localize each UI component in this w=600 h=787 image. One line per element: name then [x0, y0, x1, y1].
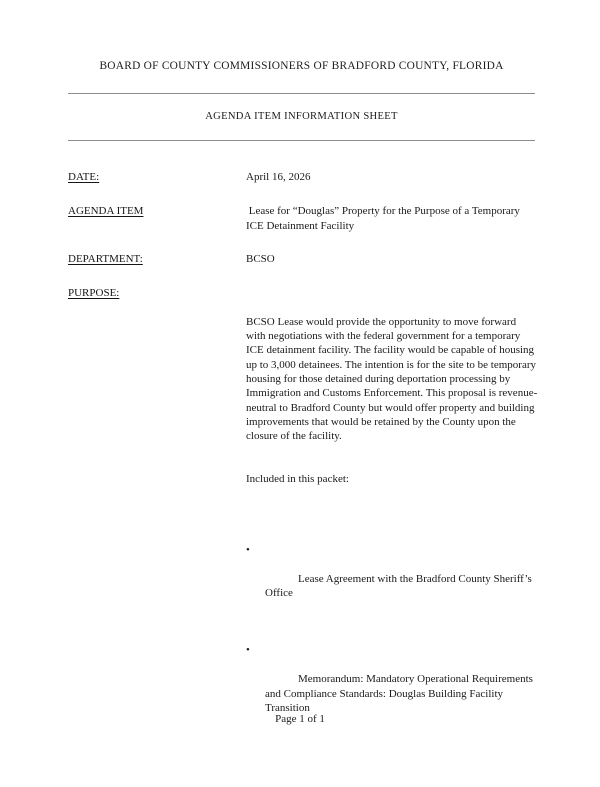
purpose-paragraph: BCSO Lease would provide the opportunity to move forward with negotiations with the federal government for a temporary ICE detainment facility. The facility would be capable of housing up to 3,000 detainees. The intention is for the site to be temporary housing for those detained during deportation processing by Immigration and Customs Enforcement. This proposal is revenue-neutral to Bradford County but would offer property and building improvements that would be retained by the County upon the closure of the facility. [246, 315, 539, 443]
list-item [246, 544, 538, 615]
header-divider-bottom [68, 140, 535, 141]
date-value: April 16, 2026 [246, 171, 311, 183]
department-label: DEPARTMENT: [68, 252, 143, 265]
page-indicator: Page 1 of 1 [275, 713, 325, 725]
bullet-icon: • [246, 544, 250, 557]
sheet-title: AGENDA ITEM INFORMATION SHEET [205, 111, 398, 122]
packet-intro: Included in this packet: [246, 473, 349, 486]
field-row-agenda-item [68, 204, 538, 233]
agenda-item-label: AGENDA ITEM [68, 205, 144, 218]
header-divider-top [68, 93, 535, 94]
document-header [68, 58, 535, 141]
department-value: BCSO [246, 252, 275, 265]
page-footer [0, 712, 600, 726]
list-item-label: Lease Agreement with the Bradford County Sheriff’s Office [265, 573, 535, 600]
date-label: DATE: [68, 171, 100, 183]
field-row-department [68, 252, 538, 266]
list-item-label: Memorandum: Mandatory Operational Requirements and Compliance Standards: Douglas Building Facility Transition [265, 673, 536, 714]
agenda-item-value: Lease for “Douglas” Property for the Purpose of a Temporary ICE Detainment Facility [246, 205, 523, 232]
field-row-date [68, 170, 538, 184]
purpose-label: PURPOSE: [68, 287, 120, 300]
bullet-icon: • [246, 644, 250, 657]
organization-title: BOARD OF COUNTY COMMISSIONERS OF BRADFORD COUNTY, FLORIDA [99, 60, 504, 72]
agenda-fields [68, 170, 538, 787]
